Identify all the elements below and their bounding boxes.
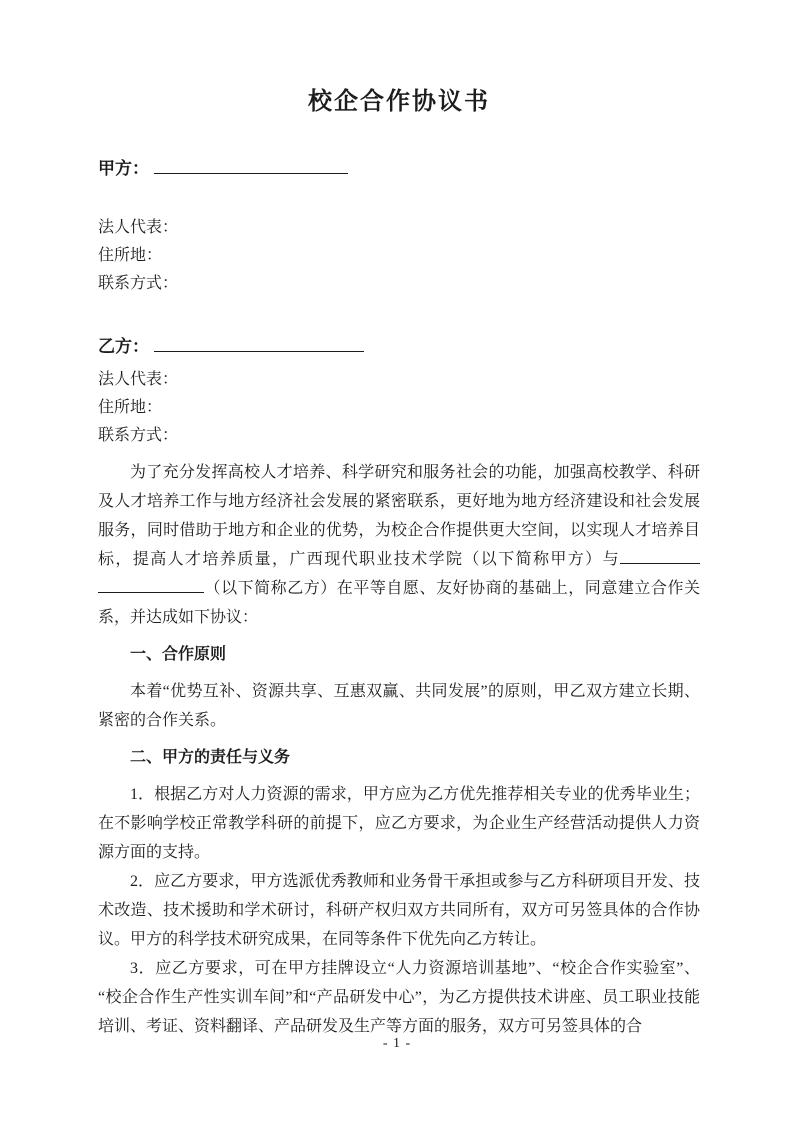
party-b-legal-representative-label: 法人代表： bbox=[98, 370, 179, 388]
document-body bbox=[98, 458, 700, 1041]
party-b-label: 乙方： bbox=[98, 336, 149, 356]
section-paragraph: 本着“优势互补、资源共享、互惠双赢、共同发展”的原则，甲乙双方建立长期、紧密的合作关系。 bbox=[98, 682, 700, 729]
party-b-row bbox=[98, 334, 700, 358]
party-a-legal-representative-label: 法人代表： bbox=[98, 218, 179, 236]
intro-text-after-blank: （以下简称乙方）在平等自愿、友好协商的基础上，同意建立合作关系，并达成如下协议： bbox=[98, 579, 700, 626]
page-number: - 1 - bbox=[382, 1036, 412, 1051]
party-b-address-label: 住所地： bbox=[98, 398, 163, 416]
section-paragraph: 3．应乙方要求，可在甲方挂牌设立“人力资源培训基地”、“校企合作实验室”、“校企合作生产性实训车间”和“产品研发中心”，为乙方提供技术讲座、员工职业技能培训、考证、资料翻译、产品研发及生产等方面的服务，双方可另签具体的合 bbox=[98, 959, 700, 1035]
party-b-name-blank bbox=[154, 334, 364, 352]
party-b-shortname-blank-segment-2 bbox=[98, 576, 204, 593]
party-a-address-label: 住所地： bbox=[98, 246, 163, 264]
section-paragraph: 2．应乙方要求，甲方选派优秀教师和业务骨干承担或参与乙方科研项目开发、技术改造、技术援助和学术研讨，科研产权归双方共同所有，双方可另签具体的合作协议。甲方的科学技术研究成果，在同等条件下优先向乙方转让。 bbox=[98, 872, 700, 948]
section-heading-cooperation-principles: 一、合作原则 bbox=[130, 645, 227, 663]
party-a-fields bbox=[98, 214, 700, 298]
section-heading-party-a-duties: 二、甲方的责任与义务 bbox=[130, 748, 291, 766]
party-b-shortname-blank-segment-1 bbox=[620, 547, 700, 564]
party-a-row bbox=[98, 156, 700, 180]
intro-text-before-blank: 为了充分发挥高校人才培养、科学研究和服务社会的功能，加强高校教学、科研及人才培养工作与地方经济社会发展的紧密联系，更好地为地方经济建设和社会发展服务，同时借助于地方和企业的优势，为校企合作提供更大空间，以实现人才培养目标，提高人才培养质量，广西现代职业技术学院（以下简称甲方）与 bbox=[98, 463, 700, 568]
intro-paragraph bbox=[98, 458, 700, 632]
party-a-contact-label: 联系方式： bbox=[98, 274, 179, 292]
document-title: 校企合作协议书 bbox=[308, 89, 490, 115]
party-a-label: 甲方： bbox=[98, 158, 149, 178]
party-a-name-blank bbox=[154, 156, 348, 174]
party-b-fields bbox=[98, 366, 700, 450]
section-paragraph: 1．根据乙方对人力资源的需求，甲方应为乙方优先推荐相关专业的优秀毕业生；在不影响学校正常教学科研的前提下，应乙方要求，为企业生产经营活动提供人力资源方面的支持。 bbox=[98, 785, 700, 861]
party-b-contact-label: 联系方式： bbox=[98, 426, 179, 444]
